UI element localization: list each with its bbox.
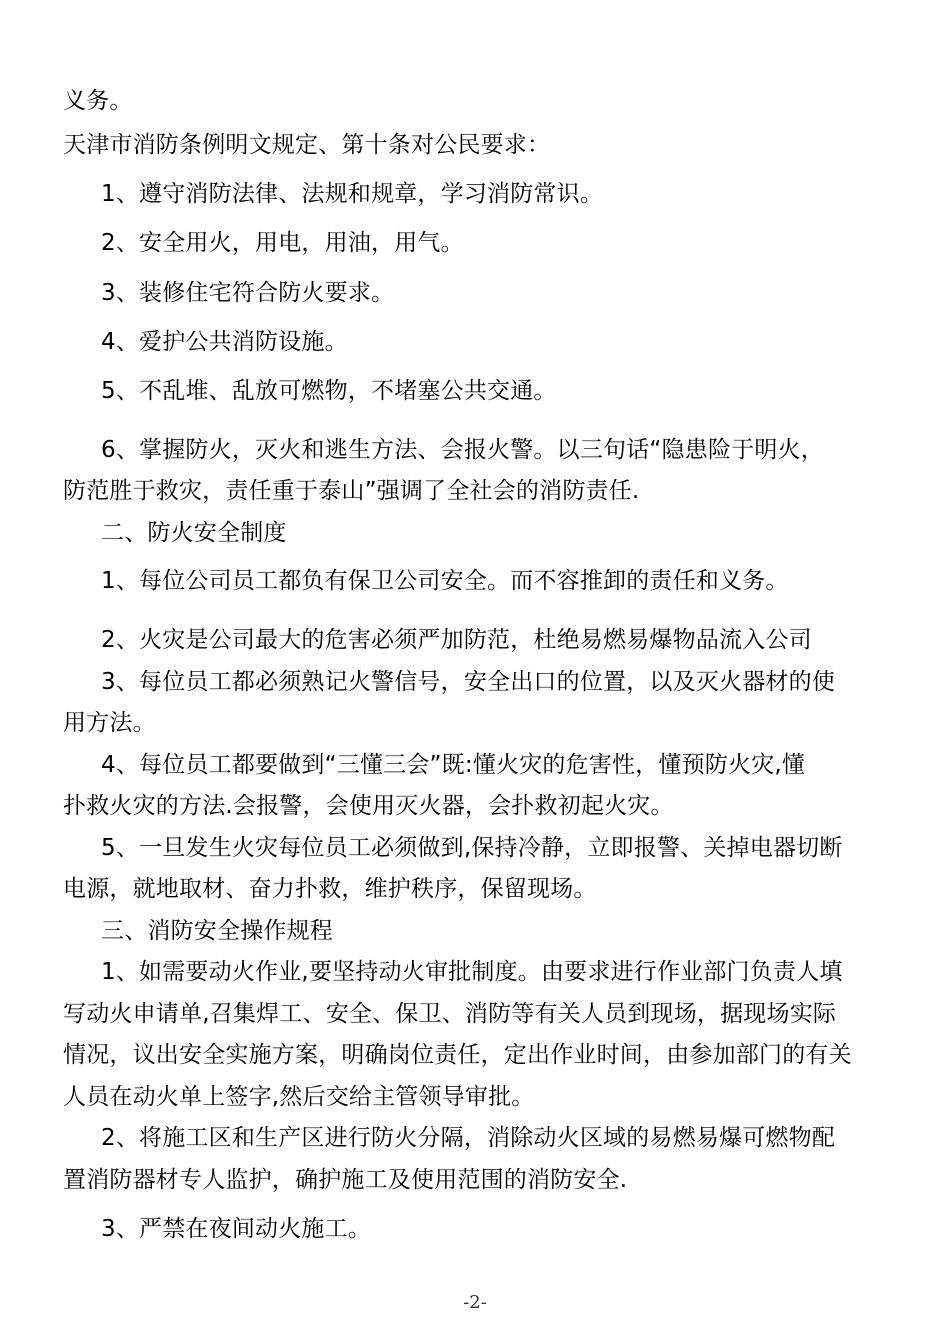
text-line: 义务。 bbox=[63, 88, 133, 114]
section-heading: 三、消防安全操作规程 bbox=[101, 918, 333, 944]
text-line: 置消防器材专人监护，确护施工及使用范围的消防安全. bbox=[63, 1167, 628, 1193]
list-item: 2、安全用火，用电，用油，用气。 bbox=[101, 230, 464, 256]
text-line: 情况，议出安全实施方案，明确岗位责任，定出作业时间，由参加部门的有关 bbox=[63, 1042, 852, 1068]
list-item: 3、装修住宅符合防火要求。 bbox=[101, 280, 395, 306]
list-item: 1、每位公司员工都负有保卫公司安全。而不容推卸的责任和义务。 bbox=[101, 568, 789, 594]
text-line: 电源，就地取材、奋力扑救，维护秩序，保留现场。 bbox=[63, 876, 597, 902]
text-line: 防范胜于救灾，责任重于泰山”强调了全社会的消防责任. bbox=[63, 478, 640, 504]
text-line: 用方法。 bbox=[63, 710, 156, 736]
text-line: 人员在动火单上签字,然后交给主管领导审批。 bbox=[63, 1084, 535, 1110]
text-line: 天津市消防条例明文规定、第十条对公民要求： bbox=[63, 132, 551, 158]
list-item: 4、每位员工都要做到“三懂三会”既:懂火灾的危害性，懂预防火灾,懂 bbox=[101, 752, 806, 778]
list-item: 3、严禁在夜间动火施工。 bbox=[101, 1216, 372, 1242]
list-item: 3、每位员工都必须熟记火警信号，安全出口的位置，以及灭火器材的使 bbox=[101, 669, 836, 695]
list-item: 4、爱护公共消防设施。 bbox=[101, 329, 348, 355]
list-item: 1、如需要动火作业,要坚持动火审批制度。由要求进行作业部门负责人填 bbox=[101, 959, 843, 985]
list-item: 6、掌握防火，灭火和逃生方法、会报火警。以三句话“隐患险于明火， bbox=[101, 437, 824, 463]
list-item: 2、将施工区和生产区进行防火分隔，消除动火区域的易燃易爆可燃物配 bbox=[101, 1125, 836, 1151]
list-item: 5、一旦发生火灾每位员工必须做到,保持冷静，立即报警、关掉电器切断 bbox=[101, 835, 843, 861]
list-item: 2、火灾是公司最大的危害必须严加防范，杜绝易燃易爆物品流入公司 bbox=[101, 627, 812, 653]
section-heading: 二、防火安全制度 bbox=[101, 520, 287, 546]
page-number: -2- bbox=[463, 1292, 487, 1313]
text-line: 扑救火灾的方法.会报警，会使用灭火器，会扑救初起火灾。 bbox=[63, 793, 674, 819]
list-item: 5、不乱堆、乱放可燃物，不堵塞公共交通。 bbox=[101, 378, 557, 404]
text-line: 写动火申请单,召集焊工、安全、保卫、消防等有关人员到现场，据现场实际 bbox=[63, 1001, 837, 1027]
list-item: 1、遵守消防法律、法规和规章，学习消防常识。 bbox=[101, 181, 604, 207]
